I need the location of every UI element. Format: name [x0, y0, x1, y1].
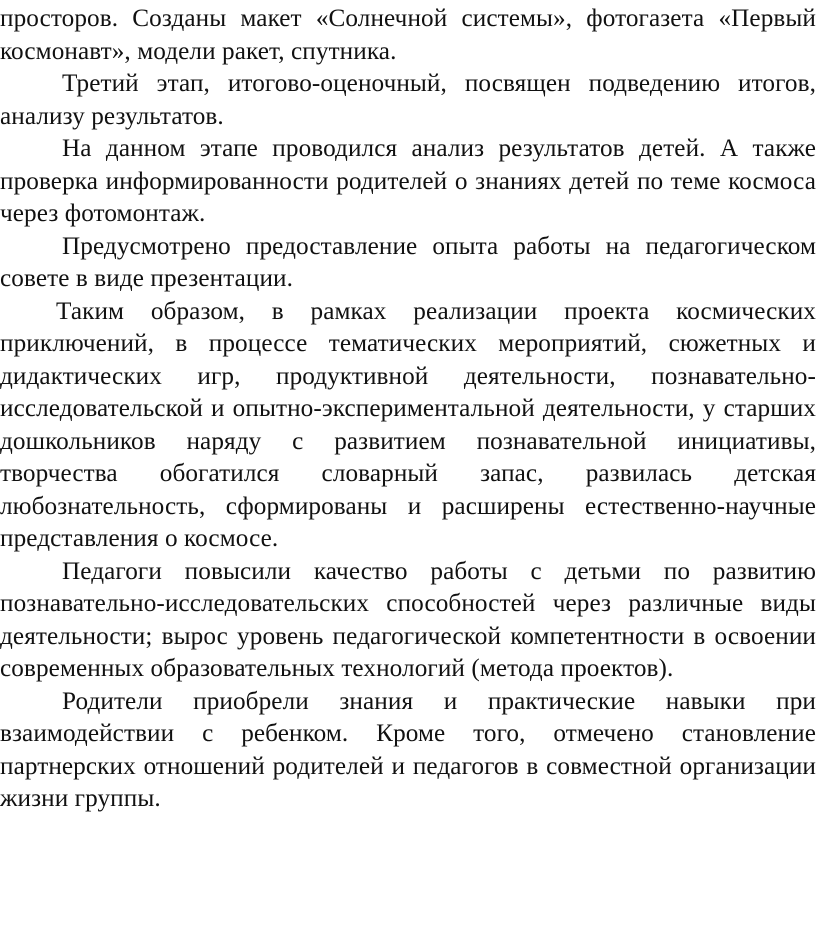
paragraph-6: Педагоги повысили качество работы с детьми по развитию познавательно-исследовательских способностей через различные виды деятельности; вырос уровень педагогической компетентности в освоении современных образовательных технологий (метода проектов). — [0, 557, 816, 682]
paragraph-4: Предусмотрено предоставление опыта работы на педагогическом совете в виде презентации. — [0, 232, 816, 292]
paragraph-1: просторов. Созданы макет «Солнечной системы», фотогазета «Первый космонавт», модели ракет, спутника. — [0, 5, 816, 65]
paragraph-2: Третий этап, итогово-оценочный, посвящен подведению итогов, анализу результатов. — [0, 70, 816, 130]
document-body — [0, 3, 816, 816]
paragraph-3: На данном этапе проводился анализ результатов детей. А также проверка информированности родителей о знаниях детей по теме космоса через фотомонтаж. — [0, 135, 816, 227]
paragraph-5: Таким образом, в рамках реализации проекта космических приключений, в процессе тематических мероприятий, сюжетных и дидактических игр, продуктивной деятельности, познавательно-исследовательской и опытно-экспериментальной деятельности, у старших дошкольников наряду с развитием познавательной инициативы, творчества обогатился словарный запас, развилась детская любознательность, сформированы и расширены естественно-научные представления о космосе. — [0, 297, 816, 552]
paragraph-7: Родители приобрели знания и практические навыки при взаимодействии с ребенком. Кроме того, отмечено становление партнерских отношений родителей и педагогов в совместной организации жизни группы. — [0, 687, 816, 812]
